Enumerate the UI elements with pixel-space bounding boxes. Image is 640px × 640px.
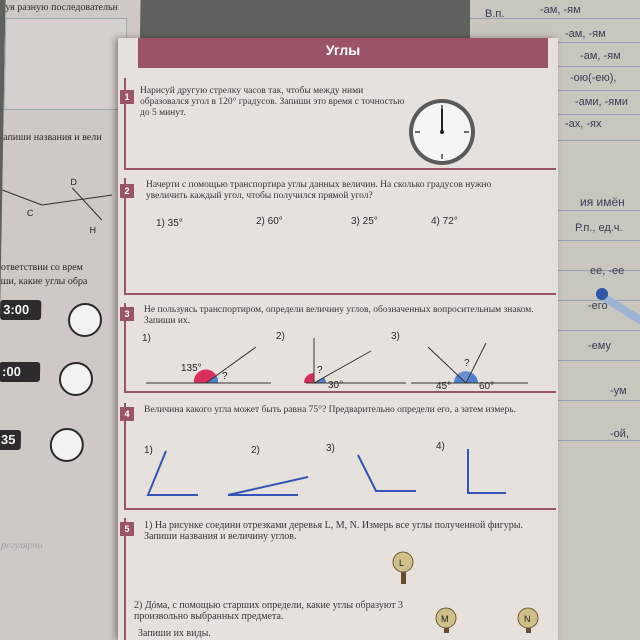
left-page-text: ши, какие углы обра	[0, 276, 88, 287]
point-label-d: D	[70, 177, 77, 187]
clock-icon	[68, 303, 103, 337]
point-diagram	[1, 160, 132, 240]
clock-icon	[50, 428, 85, 462]
textbook-page	[118, 38, 558, 640]
notebook-cell: -ему	[588, 340, 611, 352]
notebook-cell: -ою(-ею),	[570, 72, 617, 84]
grid-box	[4, 18, 128, 110]
angle-diagrams	[136, 333, 556, 391]
task-text: Нарисуй другую стрелку часов так, чтобы между ними образовался угол в 120° градусов. Запиши это время с точностью до 5 минут.	[140, 86, 405, 118]
page-title: Углы	[325, 42, 361, 58]
angle-drawings	[126, 443, 556, 503]
task-text: Величина какого угла может быть равна 75°? Предварительно определи его, а затем измерь.	[144, 405, 516, 415]
task-2	[124, 178, 556, 295]
tree-label: L	[399, 558, 405, 568]
angle-label: 60°	[479, 381, 495, 391]
notebook-cell: Р.п., ед.ч.	[575, 222, 623, 234]
notebook-cell: -ами, -ями	[575, 96, 628, 108]
point-label-c: C	[26, 208, 34, 218]
notebook-cell: -ум	[610, 385, 627, 397]
tree-icon	[518, 608, 538, 633]
notebook-cell: ее, -ее	[590, 265, 625, 277]
notebook-cell: -ам, -ям	[580, 50, 621, 62]
tree-label: M	[441, 614, 449, 624]
clock-icon	[59, 362, 94, 396]
option-3: 3)	[326, 443, 335, 454]
angle-label: ?	[464, 358, 470, 369]
task-text: Начерти с помощью транспортира углы данных величин. На сколько градусов нужно увеличить каждый угол, чтобы получился прямой угол?	[146, 180, 492, 201]
task-number: 1	[120, 90, 134, 104]
option-2: 2) 60°	[256, 216, 283, 227]
option-1: 1)	[142, 333, 151, 344]
task-4	[124, 403, 556, 510]
task-text: 2) Дóма, с помощью старших определи, какие углы образуют 3 произвольно выбранных предмета.	[134, 600, 404, 622]
tree-label: N	[524, 614, 531, 624]
option-1: 1) 35°	[156, 218, 183, 229]
notebook-cell: В.п.	[485, 8, 505, 20]
left-page-text: ответствии со врем	[0, 262, 84, 273]
tree-icon	[436, 608, 456, 633]
option-2: 2)	[276, 331, 285, 342]
pen	[560, 270, 640, 340]
task-text: Запиши их виды.	[138, 628, 211, 639]
scribble-text: регулярни	[0, 540, 43, 551]
task-text: 1) На рисунке соедини отрезками деревья L, M, N. Измерь все углы полученной фигуры. Запиши названия и величину углов.	[144, 520, 524, 542]
notebook-cell: -ам, -ям	[565, 28, 606, 40]
task-text: Не пользуясь транспортиром, определи величину углов, обозначенных вопросительным знаком. Запиши их.	[144, 305, 534, 326]
angle-label: ?	[222, 371, 228, 382]
notebook-cell: -ам, -ям	[540, 4, 581, 16]
page-header	[138, 38, 548, 68]
time-badge: 35	[0, 430, 21, 450]
task-3	[124, 303, 556, 393]
notebook-cell: ия имён	[580, 195, 625, 209]
task-number: 4	[120, 407, 134, 421]
task-number: 2	[120, 184, 134, 198]
option-1: 1)	[144, 445, 153, 456]
task-number: 5	[120, 522, 134, 536]
notebook-cell: -ой,	[610, 428, 629, 440]
left-page-text: уя разную последовательн	[5, 2, 119, 13]
task-5	[124, 518, 556, 640]
task-number: 3	[120, 307, 134, 321]
option-4: 4)	[436, 441, 445, 452]
option-3: 3)	[391, 331, 400, 342]
point-label-h: H	[89, 225, 97, 235]
angle-label: ?	[317, 365, 323, 376]
task-1	[124, 78, 556, 170]
notebook-cell: -его	[588, 300, 608, 312]
notebook-cell: -ах, -ях	[565, 118, 602, 130]
option-4: 4) 72°	[431, 216, 458, 227]
option-3: 3) 25°	[351, 216, 378, 227]
tree-icon	[393, 552, 413, 584]
time-badge: :00	[0, 362, 40, 382]
left-page-text: апиши названия и вели	[3, 132, 102, 143]
angle-label: 45°	[436, 381, 452, 391]
clock-icon[interactable]	[406, 96, 478, 168]
option-2: 2)	[251, 445, 260, 456]
angle-label: 30°	[328, 380, 344, 391]
time-badge: 3:00	[0, 300, 41, 320]
angle-label: 135°	[181, 363, 202, 374]
